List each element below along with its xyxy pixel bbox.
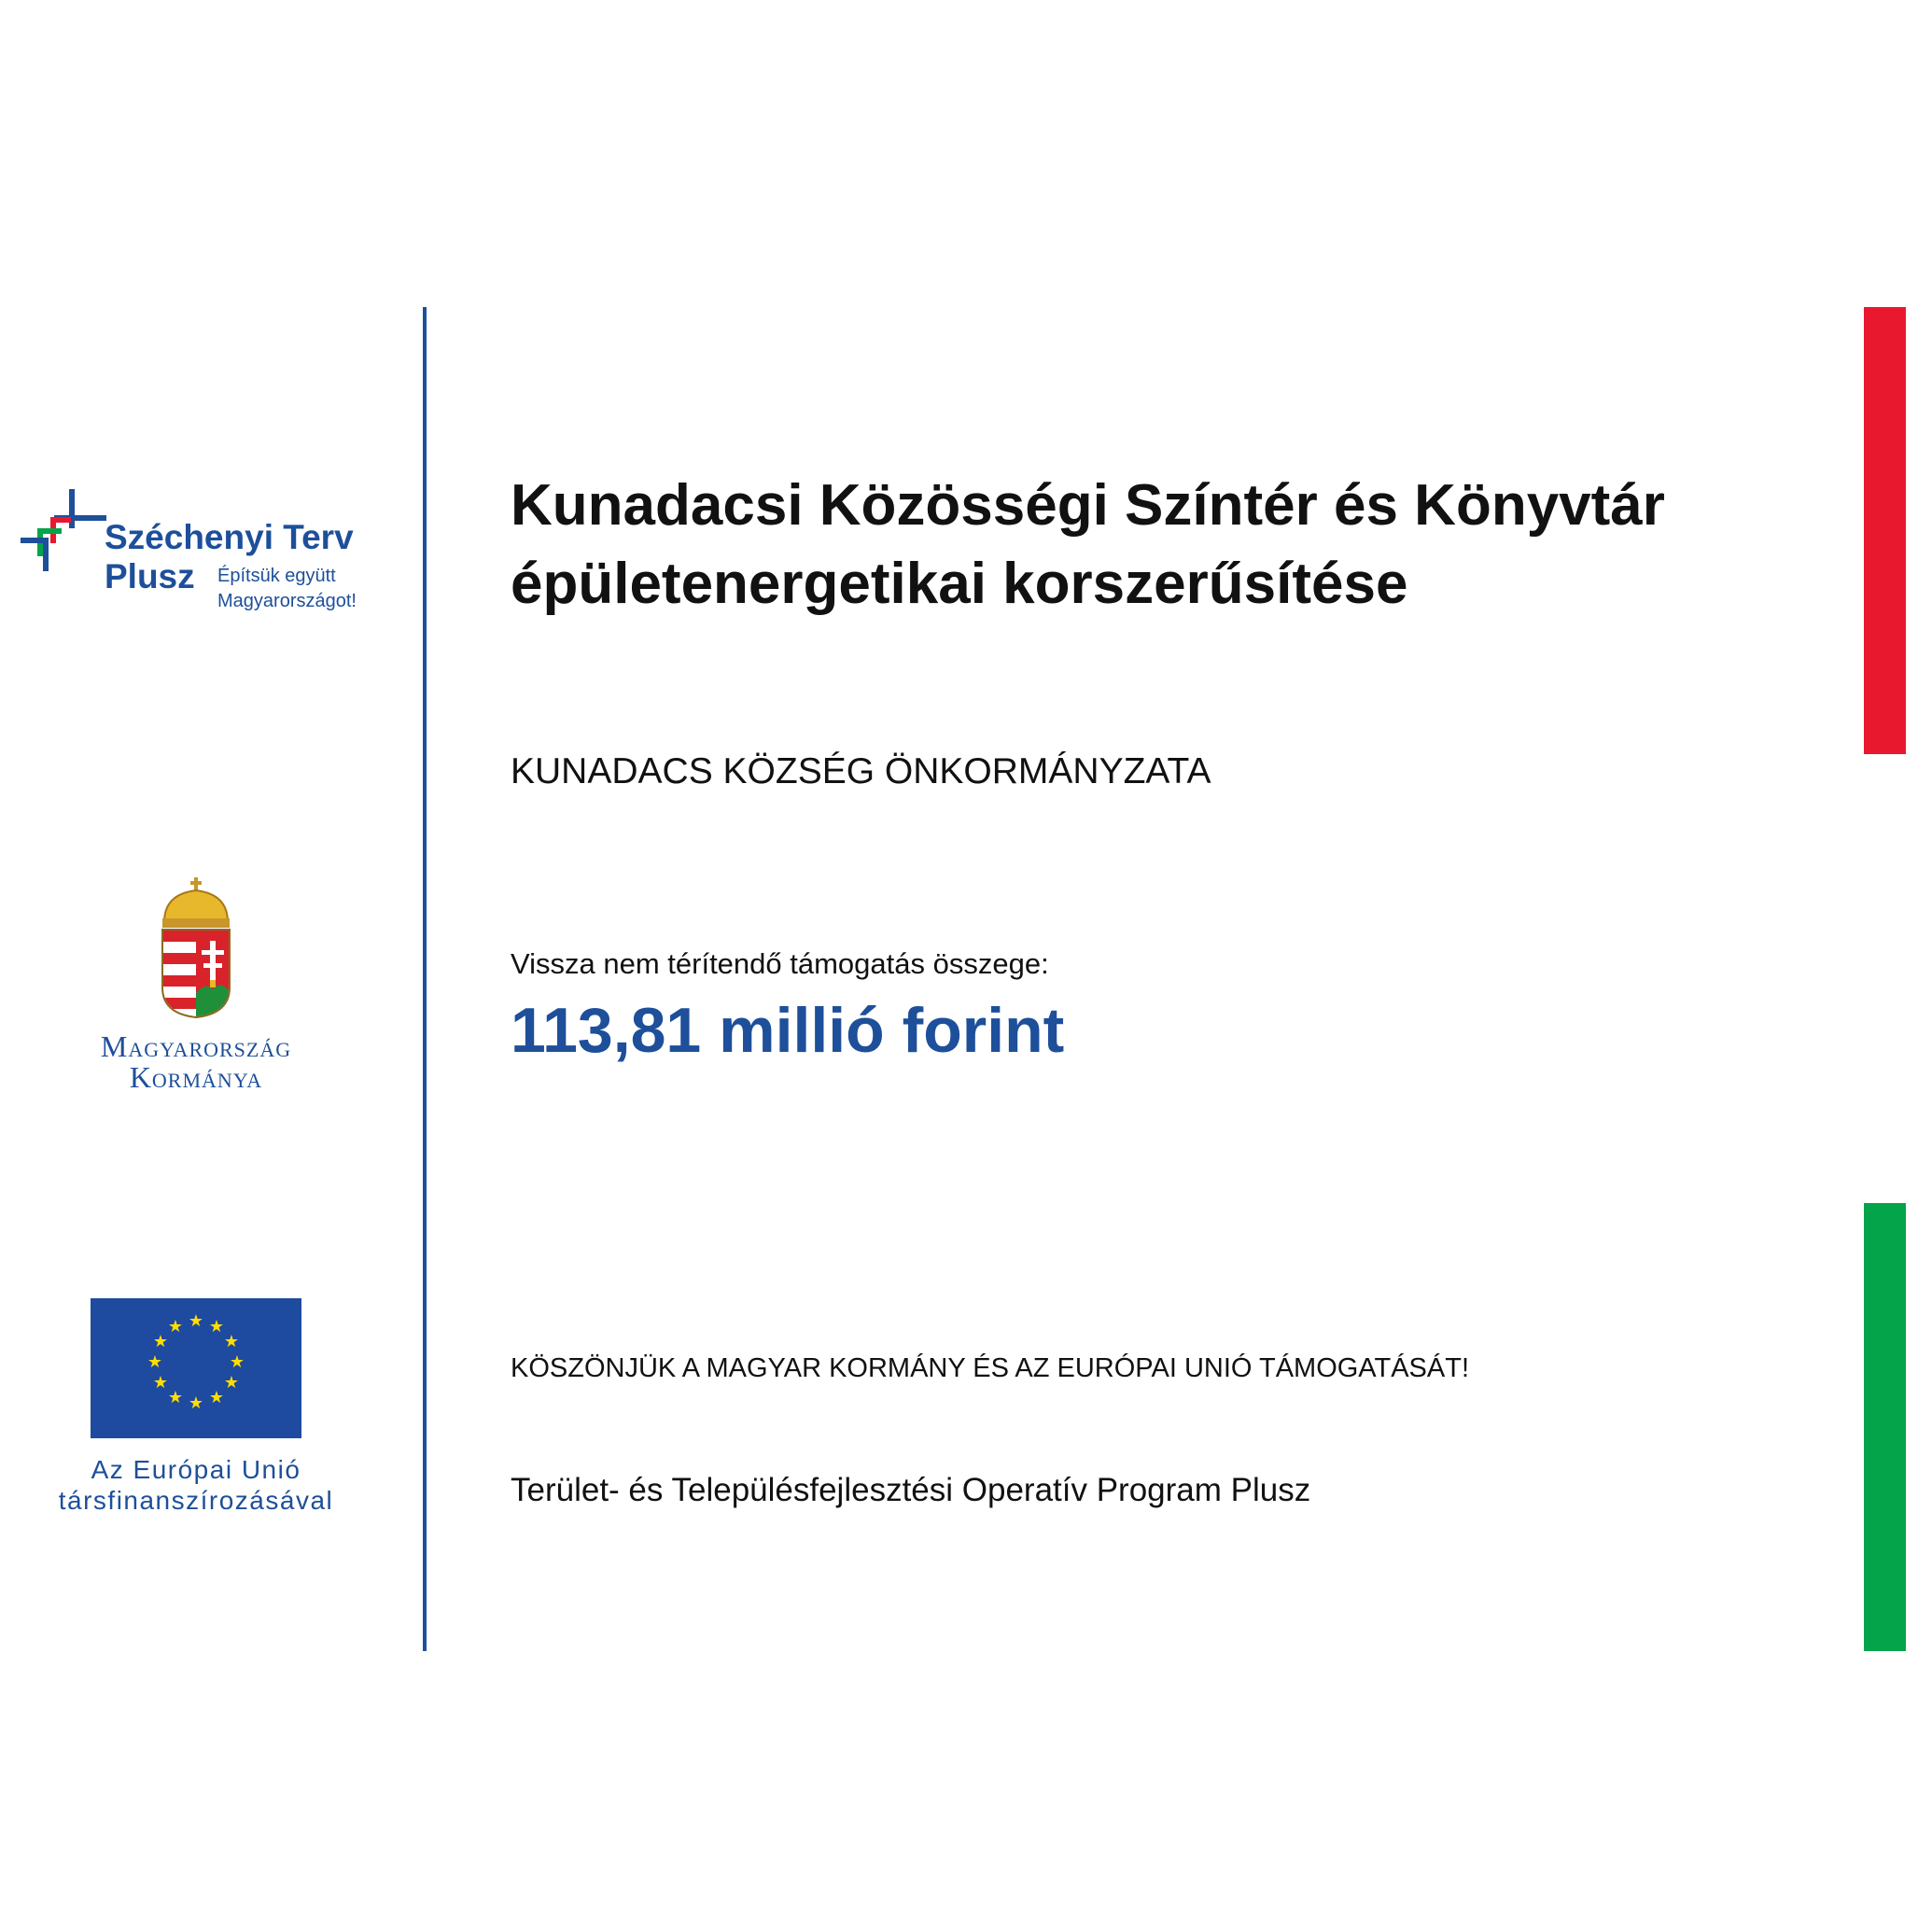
svg-text:★: ★ [223, 1332, 240, 1351]
thanks-message: KÖSZÖNJÜK A MAGYAR KORMÁNY ÉS AZ EURÓPAI UNIÓ TÁMOGATÁSÁT! [511, 1353, 1470, 1383]
eu-cofinancing-line-1: Az Európai Unió [91, 1455, 301, 1484]
flag-stripe-green [1864, 1203, 1906, 1651]
szechenyi-cross-icon [21, 489, 106, 575]
svg-text:★: ★ [188, 1311, 204, 1331]
svg-text:★: ★ [208, 1317, 225, 1337]
hungarian-coat-of-arms-icon [159, 877, 233, 1019]
svg-text:★: ★ [147, 1352, 163, 1372]
beneficiary-name: KUNADACS KÖZSÉG ÖNKORMÁNYZATA [511, 751, 1211, 791]
flag-stripe-red [1864, 307, 1906, 754]
svg-text:★: ★ [229, 1352, 245, 1372]
svg-text:★: ★ [167, 1317, 184, 1337]
szechenyi-tagline-2: Magyarországot! [217, 591, 357, 611]
program-name: Terület- és Településfejlesztési Operatív Program Plusz [511, 1472, 1311, 1508]
eu-flag-icon [91, 1298, 301, 1438]
svg-text:★: ★ [152, 1332, 169, 1351]
svg-text:★: ★ [223, 1373, 240, 1393]
eu-cofinancing-line-2: társfinanszírozásával [58, 1486, 334, 1515]
project-title: Kunadacsi Közösségi Színtér és Könyvtár épületenergetikai korszerűsítése [511, 473, 1665, 616]
szechenyi-tagline-1: Építsük együtt [217, 566, 336, 586]
svg-text:★: ★ [167, 1388, 184, 1407]
svg-text:★: ★ [152, 1373, 169, 1393]
grant-amount: 113,81 millió forint [511, 995, 1065, 1066]
vertical-divider [423, 307, 427, 1651]
government-name-line-2: Kormánya [129, 1060, 263, 1094]
szechenyi-logo-name: Széchenyi Terv [105, 518, 354, 556]
grant-label: Vissza nem térítendő támogatás összege: [511, 947, 1049, 980]
szechenyi-terv-plusz-logo [21, 485, 385, 635]
eu-stars [91, 1298, 301, 1438]
government-name-line-1: Magyarország [100, 1029, 292, 1063]
svg-text:★: ★ [208, 1388, 225, 1407]
svg-text:★: ★ [188, 1393, 204, 1413]
szechenyi-logo-name-2: Plusz [105, 557, 195, 595]
